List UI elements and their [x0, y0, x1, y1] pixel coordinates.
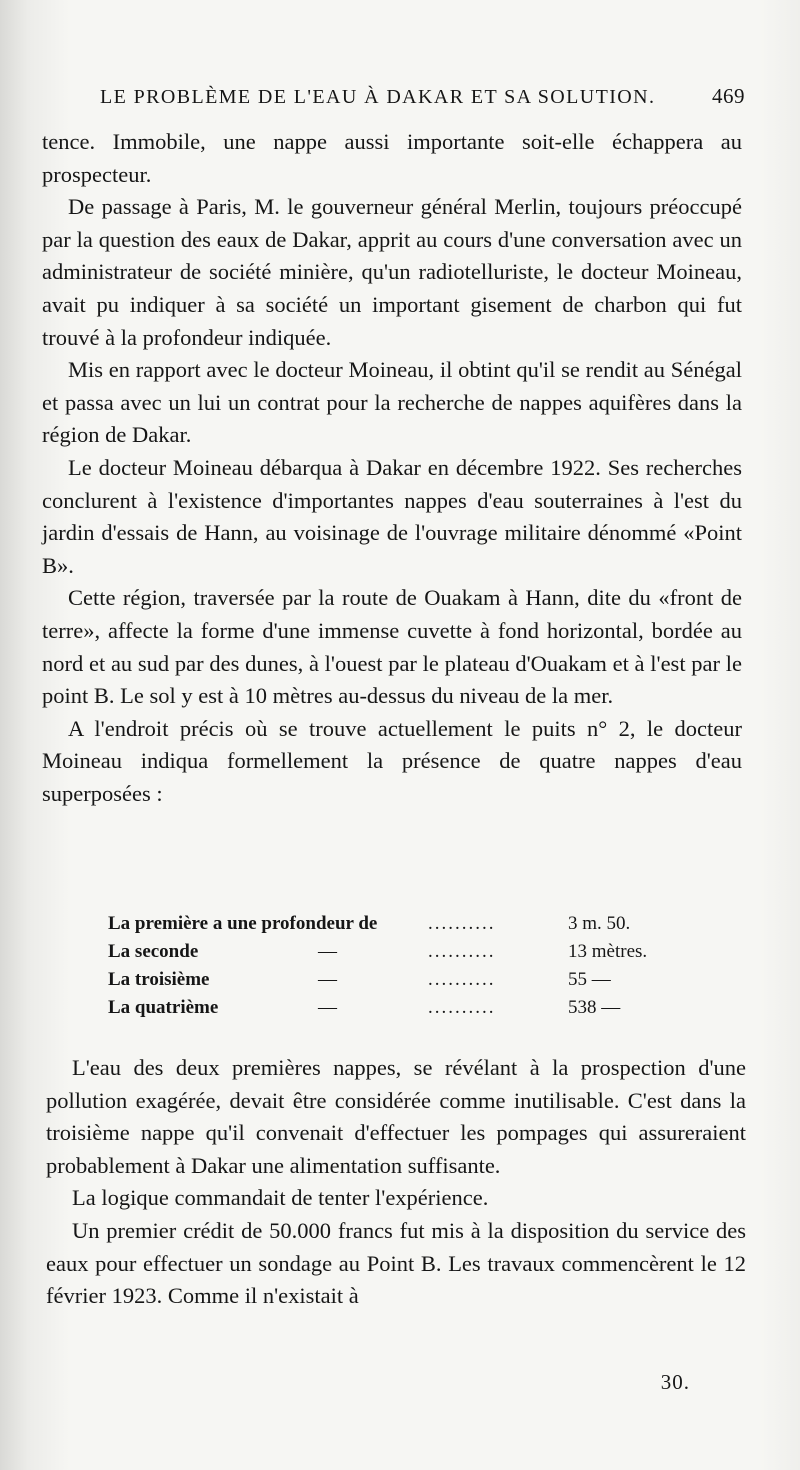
depth-label: La première a une profondeur de	[108, 913, 378, 934]
depth-label: La troisième	[108, 969, 210, 990]
paragraph-5: Cette région, traversée par la route de Ouakam à Hann, dite du «front de terre», affecte la forme d'une immense cuvette à fond horizontal, bordée au nord et au sud par des dunes, à l'ouest par le plateau d'Ouakam et à l'est par le point B. Le sol y est à 10 mètres au-dessus du niveau de la mer.	[42, 585, 742, 709]
depth-ditto: —	[318, 997, 337, 1018]
paragraph-9: Un premier crédit de 50.000 francs fut mis à la disposition du service des eaux pour effectuer un sondage au Point B. Les travaux commencèrent le 12 février 1923. Comme il n'existait à	[46, 1217, 746, 1309]
depth-value: 13 mètres.	[568, 941, 648, 962]
paragraph-4: Le docteur Moineau débarqua à Dakar en décembre 1922. Ses recherches conclurent à l'existence d'importantes nappes d'eau souterraines à l'est du jardin d'essais de Hann, au voisinage de l'ouvrage militaire dénommé «Point B».	[42, 454, 742, 578]
depth-row	[108, 966, 688, 994]
depth-row	[108, 938, 688, 966]
paragraph-6: A l'endroit précis où se trouve actuellement le puits n° 2, le docteur Moineau indiqua formellement la présence de quatre nappes d'eau superposées :	[42, 715, 742, 806]
paragraph-8: La logique commandait de tenter l'expérience.	[72, 1185, 489, 1211]
depth-row	[108, 994, 688, 1022]
depth-leaders: ..........	[428, 997, 496, 1018]
depth-leaders: ..........	[428, 969, 496, 990]
paragraph-3: Mis en rapport avec le docteur Moineau, il obtint qu'il se rendit au Sénégal et passa avec un lui un contrat pour la recherche de nappes aquifères dans la région de Dakar.	[42, 357, 742, 448]
depth-value: 55 —	[568, 969, 611, 990]
depth-value: 538 —	[568, 997, 621, 1018]
depth-row	[108, 910, 688, 938]
depth-leaders: ..........	[428, 941, 496, 962]
body-text-lower	[46, 1052, 746, 1313]
depth-ditto: —	[318, 941, 337, 962]
page-number: 469	[712, 84, 745, 108]
paragraph-7: L'eau des deux premières nappes, se révélant à la prospection d'une pollution exagérée, devait être considérée comme inutilisable. C'est dans la troisième nappe qu'il convenait d'effectuer les pompages qui assureraient probablement à Dakar une alimentation suffisante.	[46, 1055, 746, 1178]
depth-value: 3 m. 50.	[568, 913, 631, 934]
body-text-upper	[42, 126, 742, 810]
depth-table	[108, 910, 688, 1022]
depth-label: La seconde	[108, 941, 199, 962]
depth-leaders: ..........	[428, 913, 496, 934]
running-head	[100, 80, 745, 114]
running-title: LE PROBLÈME DE L'EAU À DAKAR ET SA SOLUTION.	[100, 86, 656, 108]
depth-label: La quatrième	[108, 997, 219, 1018]
paragraph-1: tence. Immobile, une nappe aussi importante soit-elle échappera au prospecteur.	[42, 129, 742, 187]
depth-ditto: —	[318, 969, 337, 990]
signature-mark: 30.	[660, 1370, 690, 1394]
paragraph-2: De passage à Paris, M. le gouverneur général Merlin, toujours préoccupé par la question des eaux de Dakar, apprit au cours d'une conversation avec un administrateur de société minière, qu'un radiotelluriste, le docteur Moineau, avait pu indiquer à sa société un important gisement de charbon qui fut trouvé à la profondeur indiquée.	[42, 194, 742, 350]
